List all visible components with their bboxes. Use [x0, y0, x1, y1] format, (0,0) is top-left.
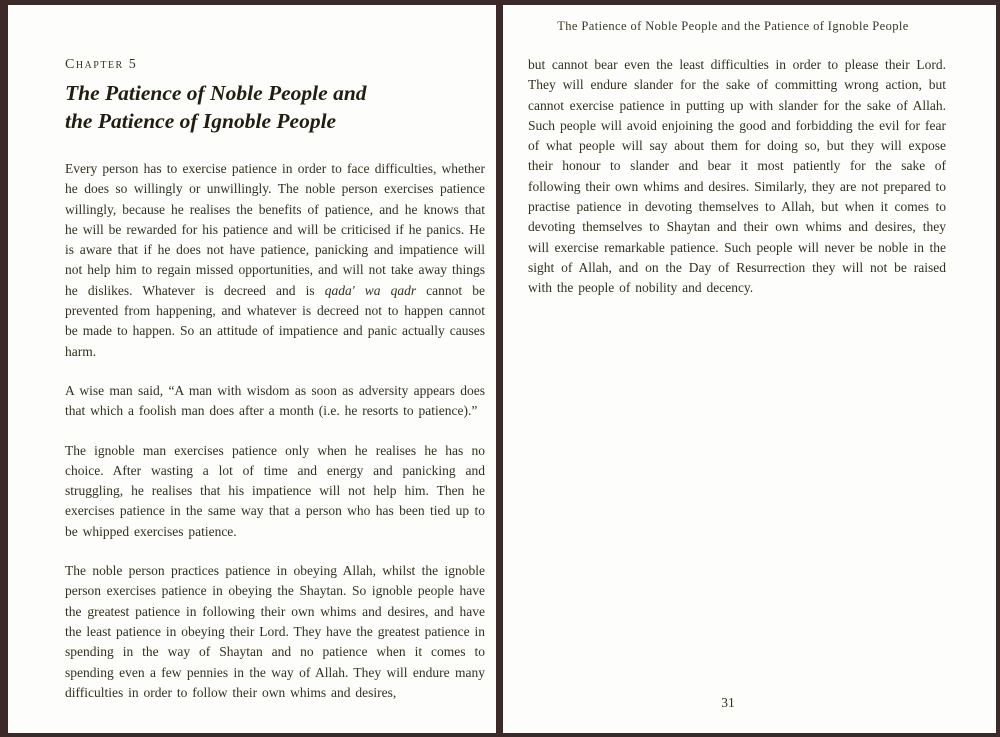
page-number: 31 [721, 695, 735, 710]
running-header: The Patience of Noble People and the Patience of Ignoble People [557, 19, 909, 33]
chapter-title-line-2: the Patience of Ignoble People [65, 109, 337, 133]
body-paragraph: A wise man said, “A man with wisdom as soon as adversity appears does that which a foolish man does after a month (i.e. he resorts to patience).” [65, 382, 485, 419]
right-page [528, 55, 946, 318]
chapter-title [65, 79, 485, 135]
left-page-body [65, 159, 485, 703]
body-paragraph: The noble person practices patience in obeying Allah, whilst the ignoble person exercises patience in obeying the Shaytan. So ignoble people have the greatest patience in following their own whims and desires, and have the least patience in obeying their Lord. They have the greatest patience in spending in the way of Shaytan and no patience when it comes to spending even a few pennies in the way of Allah. They will endure many difficulties in order to follow their own whims and desires, [65, 563, 485, 700]
body-paragraph: Every person has to exercise patience in order to face difficulties, whether he does so willingly or unwillingly. The noble person exercises patience willingly, because he realises the benefits of patience, and he knows that he will be rewarded for his patience and will be criticised if he panics. He is aware that if he does not have patience, panicking and impatience will not help him to regain missed opportunities, and will not take away things he dislikes. Whatever is decreed and is qada' wa qadr cannot be prevented from happening, and whatever is decreed not to happen cannot be made to happen. So an attitude of impatience and panic actually causes harm. [65, 161, 485, 359]
body-paragraph: but cannot bear even the least difficulties in order to please their Lord. They will endure slander for the sake of committing wrong action, but cannot exercise patience in putting up with slander for the sake of Allah. Such people will avoid enjoining the good and forbidding the evil for fear of what people will say about them for doing so, but they will expose their honour to slander and bear it most patiently for the sake of following their own whims and desires. Similarly, they are not prepared to practise patience in devoting themselves to Allah, but when it comes to devoting themselves to Shaytan and their own whims and desires, they will exercise remarkable patience. Such people will never be noble in the sight of Allah, and on the Day of Resurrection they will not be raised with the people of nobility and decency. [528, 57, 946, 296]
body-paragraph: The ignoble man exercises patience only when he realises he has no choice. After wasting a lot of time and energy and panicking and struggling, he realises that his impatience will not help him. Then he exercises patience in the same way that a person who has been tied up to be whipped exercises patience. [65, 442, 485, 539]
book-spine [496, 5, 503, 733]
chapter-title-line-1: The Patience of Noble People and [65, 81, 367, 105]
left-page [65, 57, 485, 722]
right-page-body [528, 55, 946, 299]
chapter-label: Chapter 5 [65, 57, 138, 72]
